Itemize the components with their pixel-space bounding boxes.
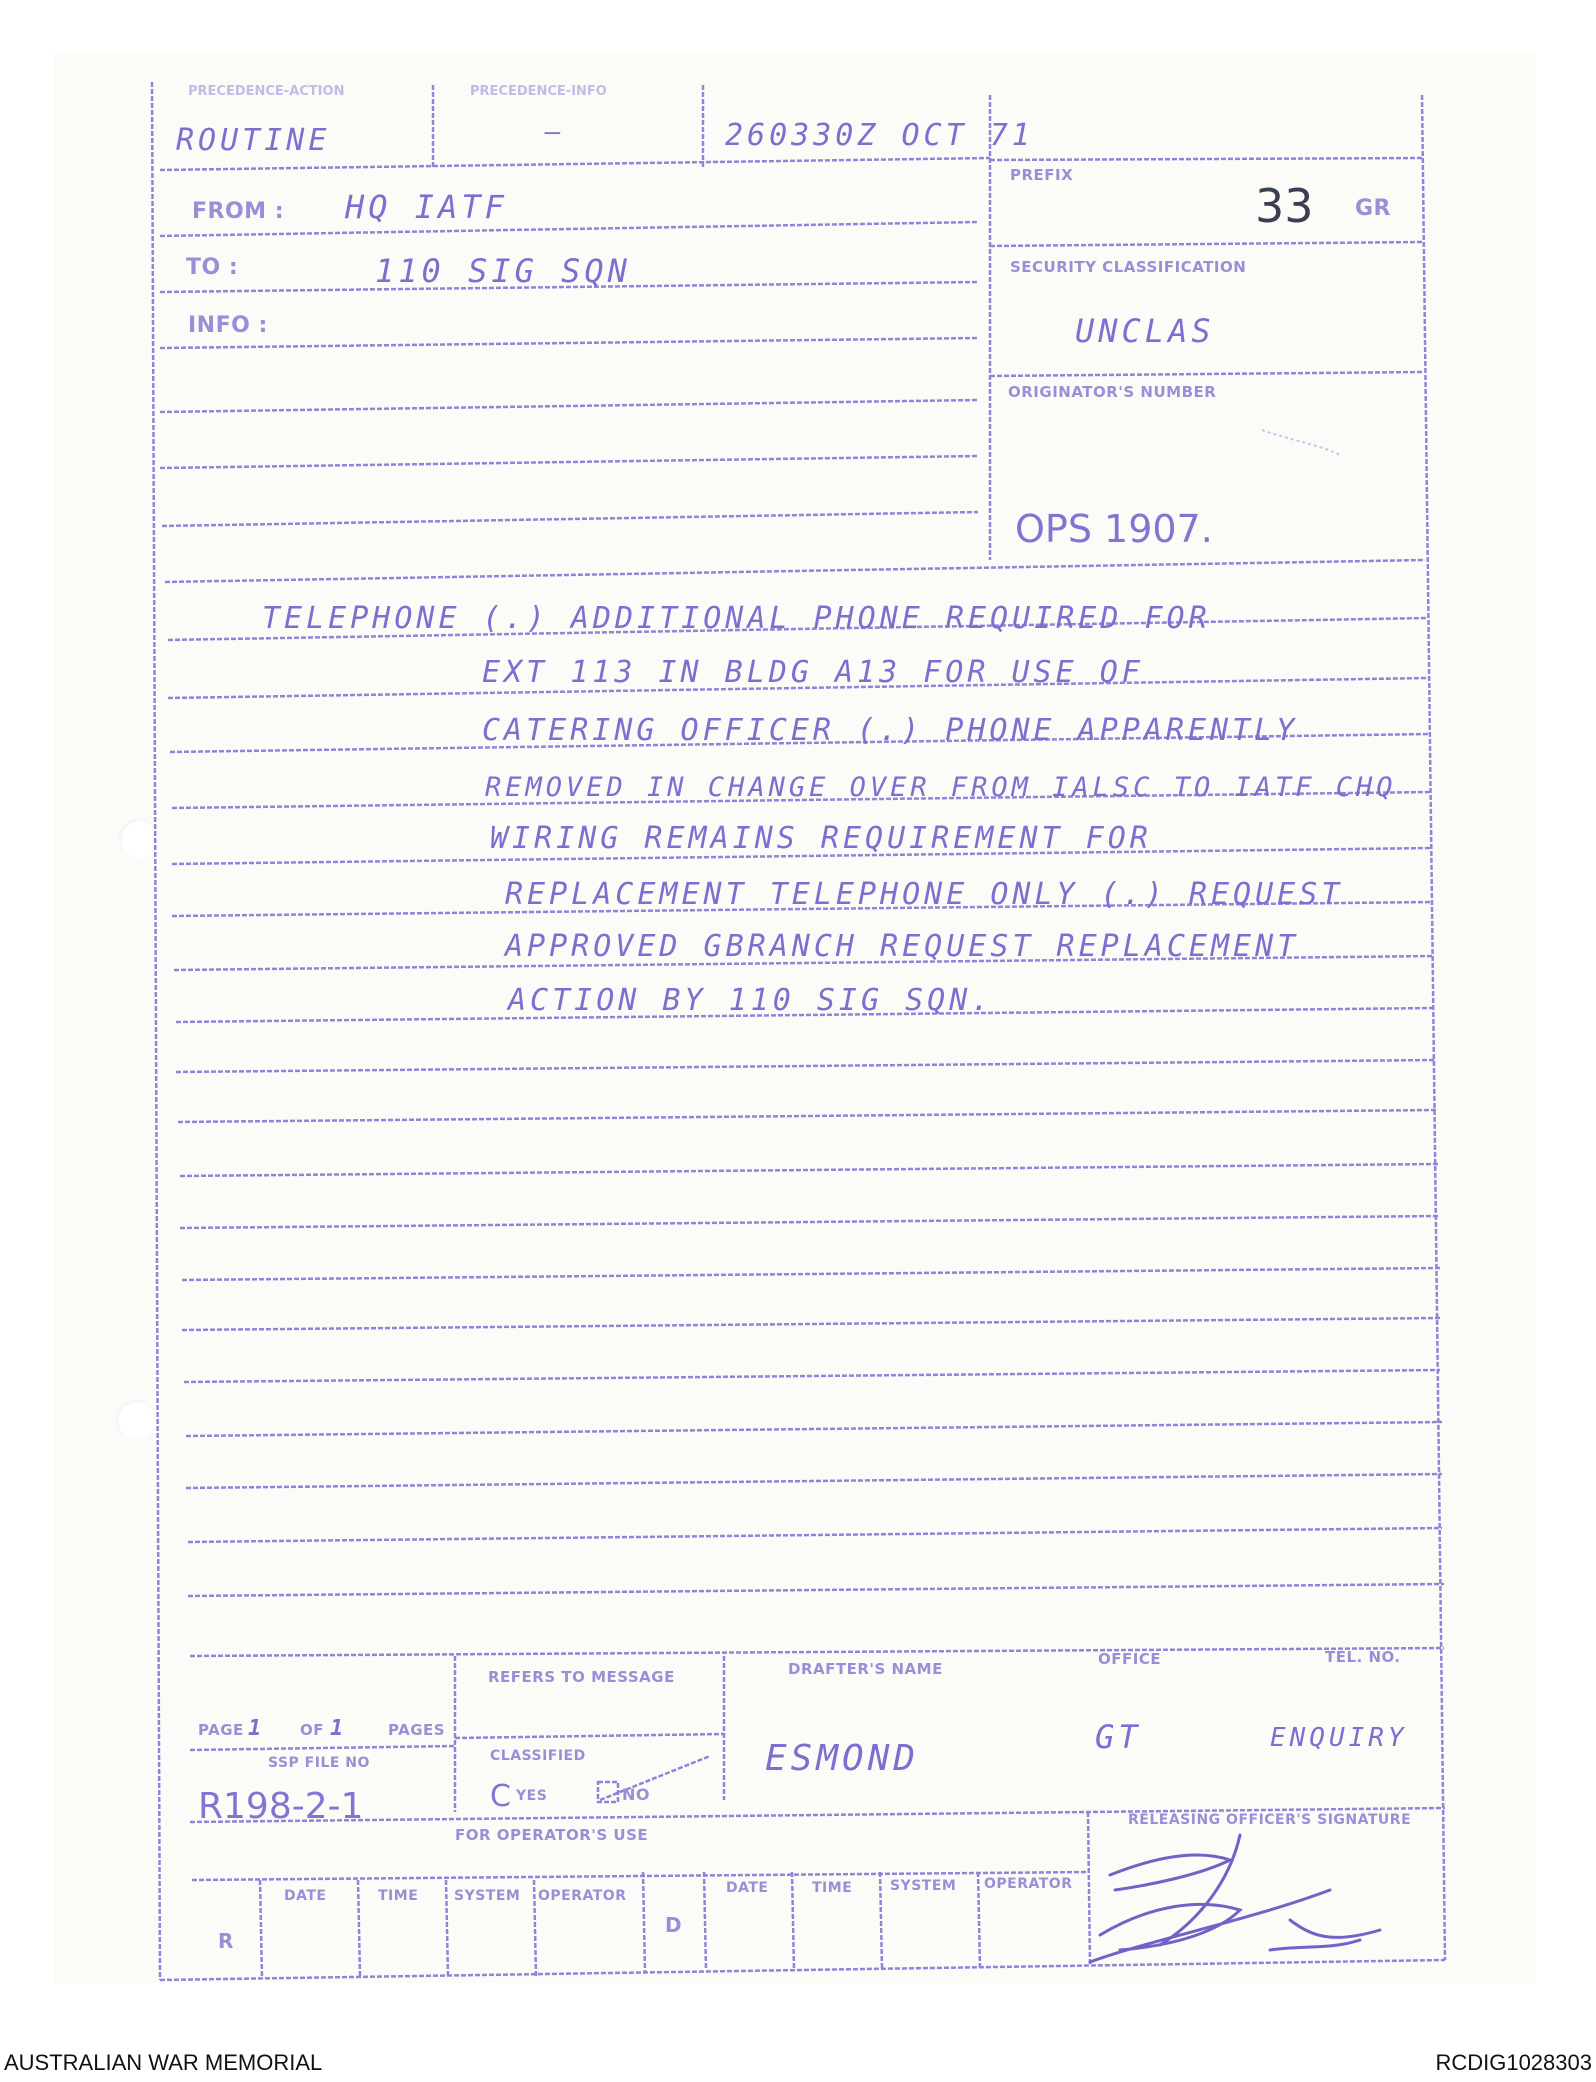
op-col-time: TIME [812, 1880, 853, 1896]
page-count [198, 1716, 445, 1741]
d-label: D [665, 1913, 683, 1937]
classified-label: CLASSIFIED [490, 1748, 586, 1764]
op-col-time: TIME [378, 1888, 419, 1904]
message-line: CATERING OFFICER (.) PHONE APPARENTLY [482, 713, 1299, 748]
operators-use-label: FOR OPERATOR'S USE [455, 1826, 649, 1844]
message-line: REPLACEMENT TELEPHONE ONLY (.) REQUEST [505, 877, 1344, 912]
date-time-group: 260330Z OCT 71 [725, 118, 1034, 153]
op-col-date: DATE [284, 1888, 327, 1904]
to-value: 110 SIG SQN [375, 252, 631, 290]
info-label: INFO : [188, 313, 268, 338]
page-number: 1 [248, 1716, 266, 1741]
precedence-info-value: — [545, 117, 565, 147]
originators-number-label: ORIGINATOR'S NUMBER [1008, 383, 1217, 401]
classified-yes-label: YES [516, 1788, 548, 1804]
op-col-system: SYSTEM [890, 1878, 957, 1894]
op-col-operator: OPERATOR [984, 1876, 1073, 1892]
prefix-extra: GR [1355, 196, 1391, 221]
message-text [262, 601, 1397, 1018]
file-no-label: SSP FILE NO [268, 1755, 370, 1771]
drafters-name-value: ESMOND [765, 1738, 920, 1779]
archive-right-caption: RCDIG1028303 [1435, 2050, 1592, 2075]
archive-left-caption: AUSTRALIAN WAR MEMORIAL [4, 2050, 323, 2075]
classified-yes-box: C [490, 1779, 511, 1814]
precedence-action-label: PRECEDENCE-ACTION [188, 84, 345, 99]
page-total: 1 [330, 1716, 348, 1741]
prefix-label: PREFIX [1010, 166, 1074, 184]
refers-to-message-label: REFERS TO MESSAGE [488, 1668, 675, 1686]
message-line: APPROVED GBRANCH REQUEST REPLACEMENT [505, 929, 1300, 964]
op-col-date: DATE [726, 1880, 769, 1896]
office-label: OFFICE [1098, 1650, 1162, 1668]
faint-mark [1262, 430, 1340, 455]
message-line: TELEPHONE (.) ADDITIONAL PHONE REQUIRED FOR [262, 601, 1211, 636]
operator-columns [284, 1876, 1073, 1904]
pages-label: PAGES [388, 1721, 446, 1739]
releasing-officer-label: RELEASING OFFICER'S SIGNATURE [1128, 1812, 1412, 1828]
from-value: HQ IATF [345, 188, 508, 226]
r-label: R [218, 1929, 234, 1953]
office-value: GT [1095, 1718, 1142, 1756]
drafters-name-label: DRAFTER'S NAME [788, 1660, 943, 1678]
form-rules [152, 82, 1445, 1980]
op-col-operator: OPERATOR [538, 1888, 627, 1904]
security-classification-value: UNCLAS [1075, 312, 1215, 350]
precedence-info-label: PRECEDENCE-INFO [470, 84, 607, 99]
message-line: EXT 113 IN BLDG A13 FOR USE OF [482, 655, 1144, 690]
op-col-system: SYSTEM [454, 1888, 521, 1904]
message-line: REMOVED IN CHANGE OVER FROM IALSC TO IATF CHQ [485, 772, 1397, 803]
page-prefix: PAGE [198, 1721, 244, 1739]
message-line: ACTION BY 110 SIG SQN. [508, 983, 994, 1018]
originators-number-value: OPS 1907. [1015, 507, 1213, 551]
message-line: WIRING REMAINS REQUIREMENT FOR [490, 821, 1152, 856]
precedence-action-value: ROUTINE [176, 123, 331, 158]
security-classification-label: SECURITY CLASSIFICATION [1010, 258, 1247, 276]
classified-no-label: NO [622, 1785, 650, 1804]
file-no-value: R198-2-1 [198, 1786, 364, 1827]
from-label: FROM : [192, 199, 285, 224]
to-label: TO : [186, 255, 239, 280]
tel-no-label: TEL. NO. [1325, 1648, 1401, 1666]
tel-no-value: ENQUIRY [1270, 1723, 1408, 1753]
releasing-officer-signature [1090, 1835, 1380, 1962]
of-label: OF [300, 1721, 324, 1739]
prefix-value: 33 [1255, 179, 1314, 233]
